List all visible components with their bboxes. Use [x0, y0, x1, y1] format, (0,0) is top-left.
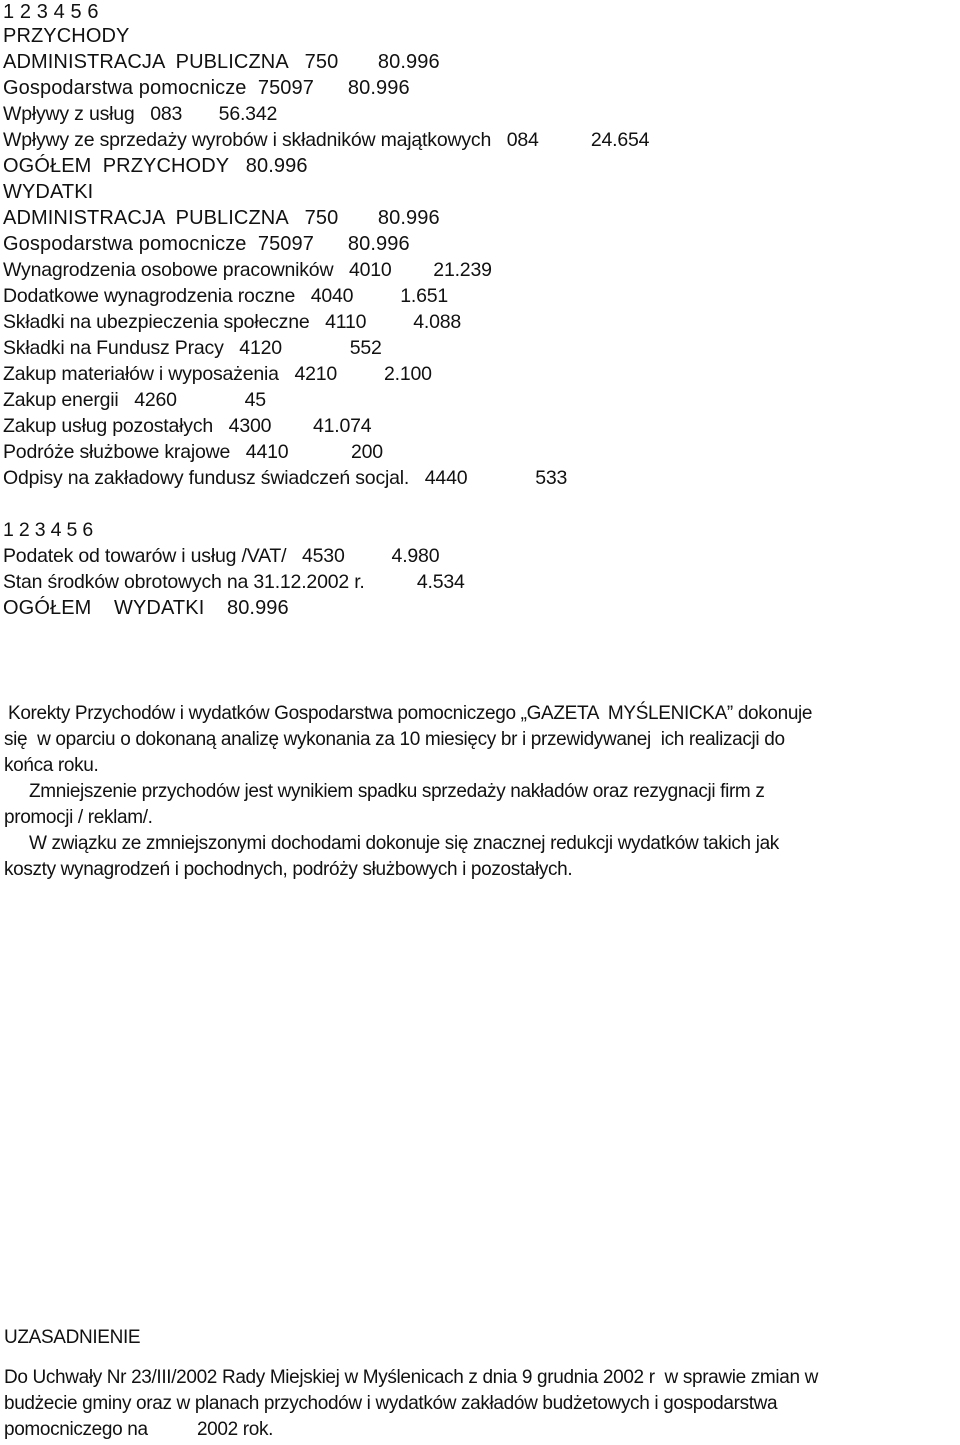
wydatki-row: Składki na Fundusz Pracy 4120 552	[3, 337, 382, 359]
wydatki-row: Zakup energii 4260 45	[3, 389, 266, 411]
uzasadnienie-line: Do Uchwały Nr 23/III/2002 Rady Miejskiej w Myślenicach z dnia 9 grudnia 2002 r w sprawie zmian w	[4, 1367, 819, 1388]
zmniejszenie-paragraph-line: Zmniejszenie przychodów jest wynikiem spadku sprzedaży nakładów oraz rezygnacji firm z	[29, 781, 765, 802]
uzasadnienie-heading: UZASADNIENIE	[4, 1327, 141, 1348]
wydatki-row: Zakup materiałów i wyposażenia 4210 2.100	[3, 363, 432, 385]
stan-srodkow-row: Stan środków obrotowych na 31.12.2002 r. 4.534	[3, 571, 465, 593]
wydatki-row: ADMINISTRACJA PUBLICZNA 750 80.996	[3, 207, 440, 229]
wydatki-row: Składki na ubezpieczenia społeczne 4110 4.088	[3, 311, 462, 333]
korekty-paragraph-line: się w oparciu o dokonaną analizę wykonania za 10 miesięcy br i przewidywanej ich realizacji do	[4, 729, 785, 750]
wydatki-row: Zakup usług pozostałych 4300 41.074	[3, 415, 372, 437]
wydatki-row: Podróże służbowe krajowe 4410 200	[3, 441, 383, 463]
wydatki-row: Gospodarstwa pomocnicze 75097 80.996	[3, 233, 410, 255]
przychody-total: OGÓŁEM PRZYCHODY 80.996	[3, 155, 308, 177]
zmniejszenie-paragraph-line: promocji / reklam/.	[4, 807, 153, 828]
wydatki-total: OGÓŁEM WYDATKI 80.996	[3, 597, 289, 619]
przychody-row: Wpływy ze sprzedaży wyrobów i składników majątkowych 084 24.654	[3, 129, 650, 151]
przychody-heading: PRZYCHODY	[3, 25, 130, 47]
wydatki-heading: WYDATKI	[3, 181, 94, 203]
uzasadnienie-line: pomocniczego na 2002 rok.	[4, 1419, 274, 1440]
column-numbers-header: 1 2 3 4 5 6	[3, 519, 93, 541]
redukcja-paragraph-line: W związku ze zmniejszonymi dochodami dokonuje się znacznej redukcji wydatków takich jak	[29, 833, 779, 854]
wydatki-row: Odpisy na zakładowy fundusz świadczeń socjal. 4440 533	[3, 467, 568, 489]
wydatki-row: Dodatkowe wynagrodzenia roczne 4040 1.651	[3, 285, 449, 307]
redukcja-paragraph-line: koszty wynagrodzeń i pochodnych, podróży służbowych i pozostałych.	[4, 859, 573, 880]
wydatki-row: Podatek od towarów i usług /VAT/ 4530 4.980	[3, 545, 440, 567]
przychody-row: ADMINISTRACJA PUBLICZNA 750 80.996	[3, 51, 440, 73]
column-numbers-header: 1 2 3 4 5 6	[3, 1, 99, 23]
korekty-paragraph-line: Korekty Przychodów i wydatków Gospodarstwa pomocniczego „GAZETA MYŚLENICKA” dokonuje	[8, 703, 813, 724]
korekty-paragraph-line: końca roku.	[4, 755, 99, 776]
przychody-row: Wpływy z usług 083 56.342	[3, 103, 278, 125]
przychody-row: Gospodarstwa pomocnicze 75097 80.996	[3, 77, 410, 99]
wydatki-row: Wynagrodzenia osobowe pracowników 4010 21.239	[3, 259, 492, 281]
uzasadnienie-line: budżecie gminy oraz w planach przychodów i wydatków zakładów budżetowych i gospodarstwa	[4, 1393, 778, 1414]
